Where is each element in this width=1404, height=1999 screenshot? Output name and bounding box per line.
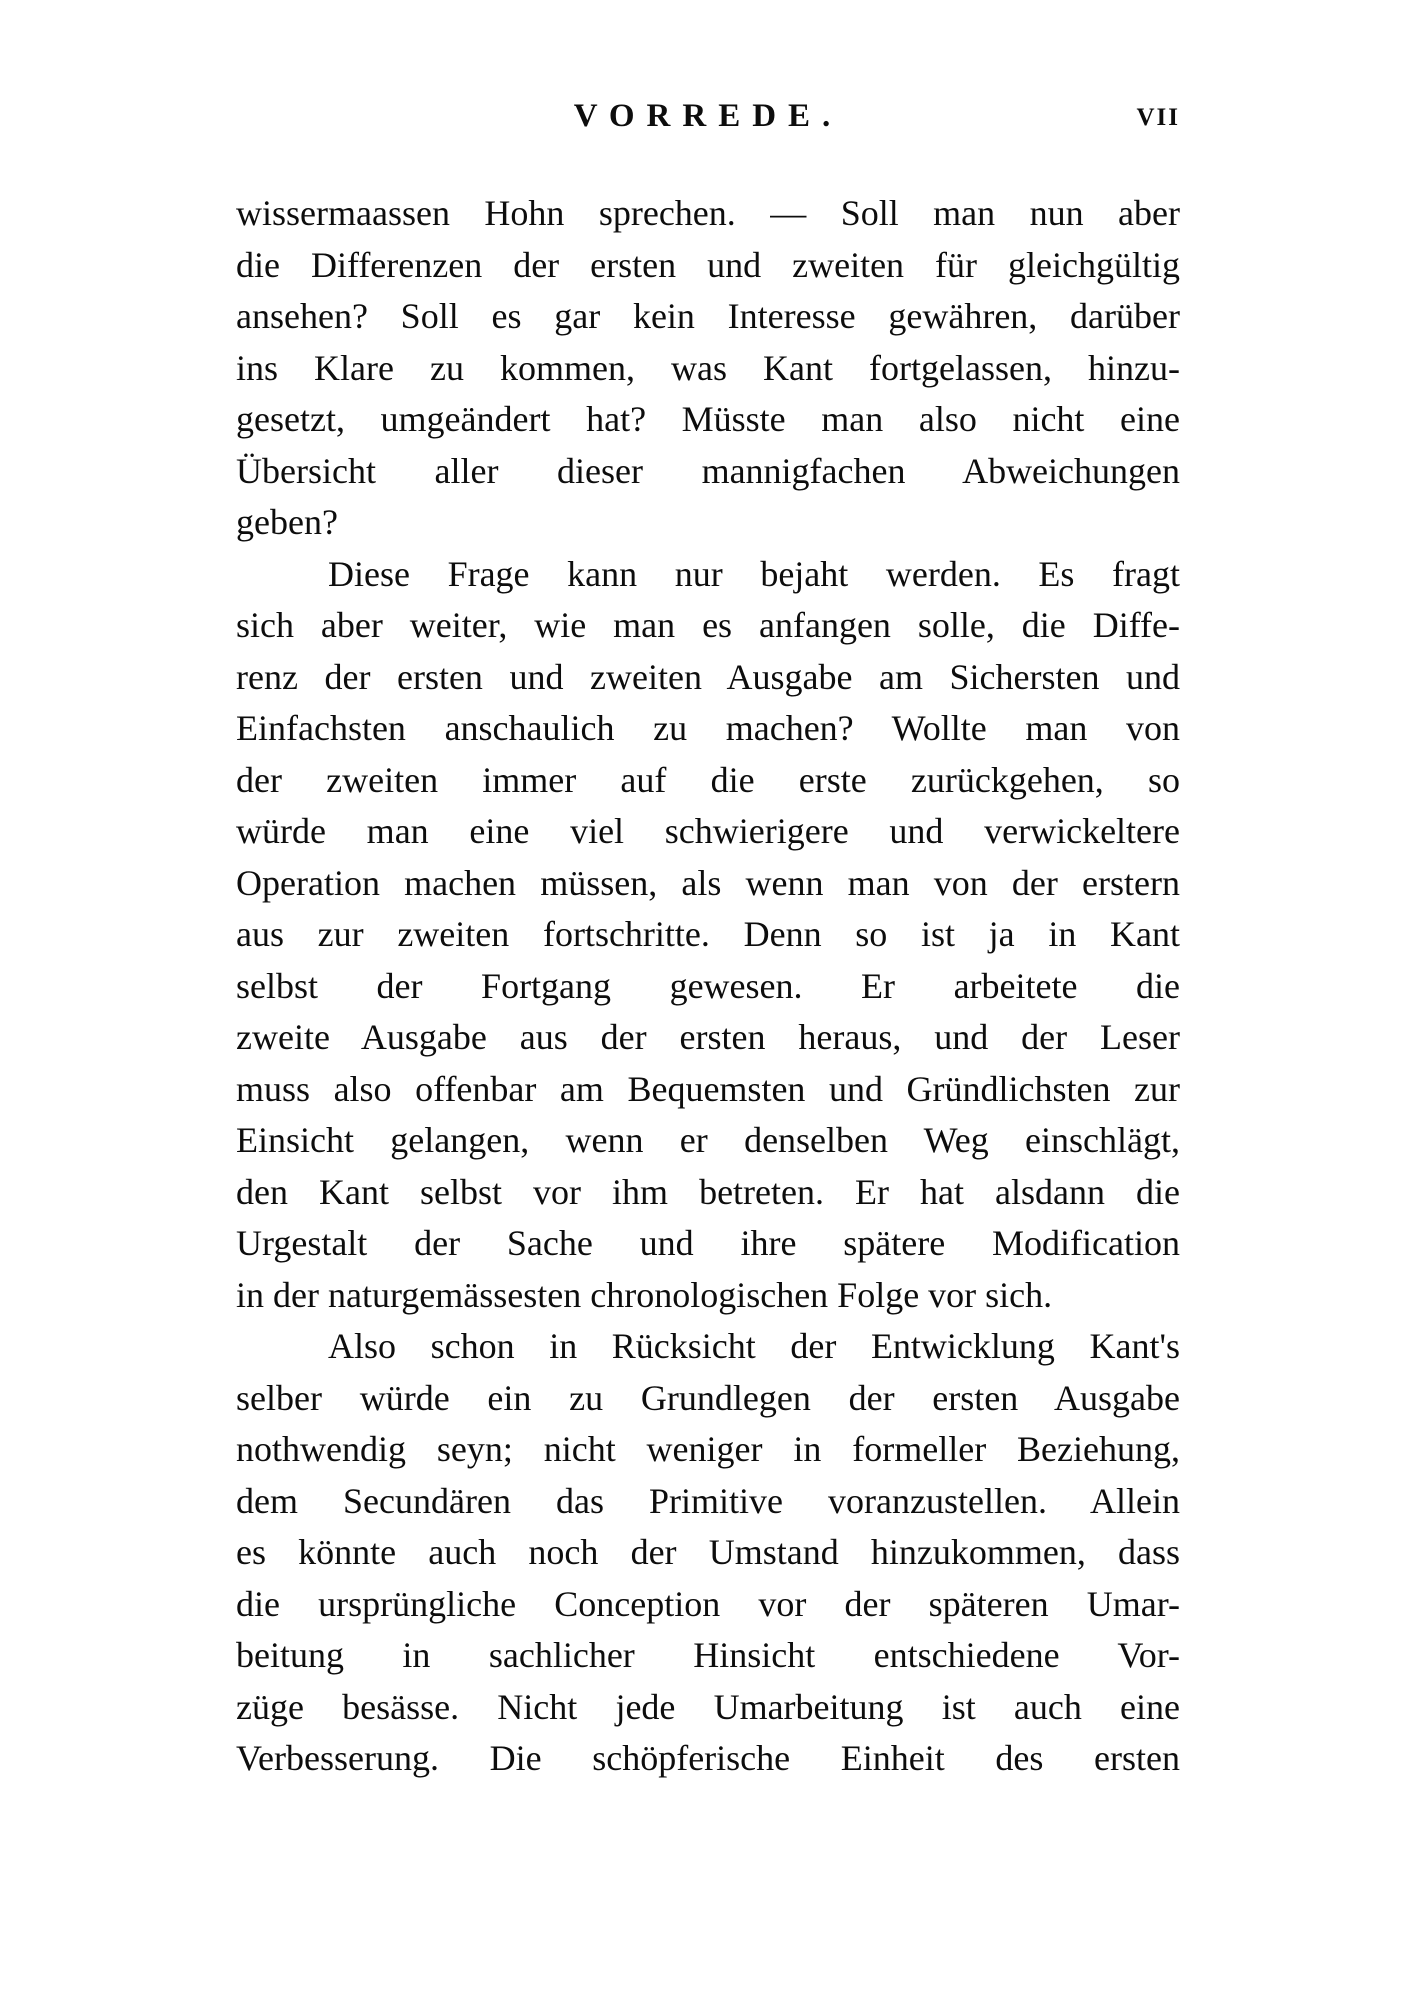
text-line: der zweiten immer auf die erste zurückgehen, so <box>236 759 1180 800</box>
text-line: selbst der Fortgang gewesen. Er arbeitete die <box>236 965 1180 1006</box>
text-line: beitung in sachlicher Hinsicht entschiedene Vor- <box>236 1635 1180 1675</box>
text-line: wissermaassen Hohn sprechen. — Soll man nun aber <box>236 193 1180 233</box>
text-line: Urgestalt der Sache und ihre spätere Modification <box>236 1223 1180 1263</box>
text-line: muss also offenbar am Bequemsten und Gründlichsten zur <box>236 1068 1180 1109</box>
text-line: sich aber weiter, wie man es anfangen solle, die Diffe- <box>236 605 1180 645</box>
text-line: Also schon in Rücksicht der Entwicklung Kant's <box>328 1326 1180 1366</box>
text-line: Diese Frage kann nur bejaht werden. Es fragt <box>328 553 1180 594</box>
text-line: Einfachsten anschaulich zu machen? Wollte man von <box>236 708 1180 748</box>
running-head <box>236 98 1180 138</box>
text-line: selber würde ein zu Grundlegen der ersten Ausgabe <box>236 1377 1180 1418</box>
text-line: gesetzt, umgeändert hat? Müsste man also nicht eine <box>236 399 1180 439</box>
text-line: zweite Ausgabe aus der ersten heraus, und der Leser <box>236 1017 1180 1057</box>
text-line: dem Secundären das Primitive voranzustellen. Allein <box>236 1480 1180 1521</box>
text-line: den Kant selbst vor ihm betreten. Er hat alsdann die <box>236 1171 1180 1212</box>
text-line: Verbesserung. Die schöpferische Einheit des ersten <box>236 1738 1180 1778</box>
text-line: Operation machen müssen, als wenn man von der erstern <box>236 862 1180 903</box>
text-line: würde man eine viel schwierigere und verwickeltere <box>236 811 1180 851</box>
text-line: geben? <box>236 502 338 542</box>
page-number: VII <box>1136 104 1180 131</box>
page-title: VORREDE. <box>573 98 843 134</box>
text-line: es könnte auch noch der Umstand hinzukommen, dass <box>236 1532 1180 1572</box>
text-line: züge besässe. Nicht jede Umarbeitung ist auch eine <box>236 1686 1180 1727</box>
text-line: aus zur zweiten fortschritte. Denn so ist ja in Kant <box>236 914 1180 954</box>
text-line: Einsicht gelangen, wenn er denselben Weg einschlägt, <box>236 1120 1180 1160</box>
text-line: die Differenzen der ersten und zweiten für gleichgültig <box>236 244 1180 285</box>
text-line: die ursprüngliche Conception vor der späteren Umar- <box>236 1583 1180 1624</box>
text-line: in der naturgemässesten chronologischen Folge vor sich. <box>236 1274 1053 1315</box>
body-text <box>236 188 1180 1785</box>
text-line: ins Klare zu kommen, was Kant fortgelassen, hinzu- <box>236 347 1180 388</box>
text-line: Übersicht aller dieser mannigfachen Abweichungen <box>236 450 1180 491</box>
text-line: renz der ersten und zweiten Ausgabe am Sichersten und <box>236 656 1180 697</box>
text-line: nothwendig seyn; nicht weniger in formeller Beziehung, <box>236 1429 1180 1469</box>
text-line: ansehen? Soll es gar kein Interesse gewähren, darüber <box>236 296 1180 336</box>
